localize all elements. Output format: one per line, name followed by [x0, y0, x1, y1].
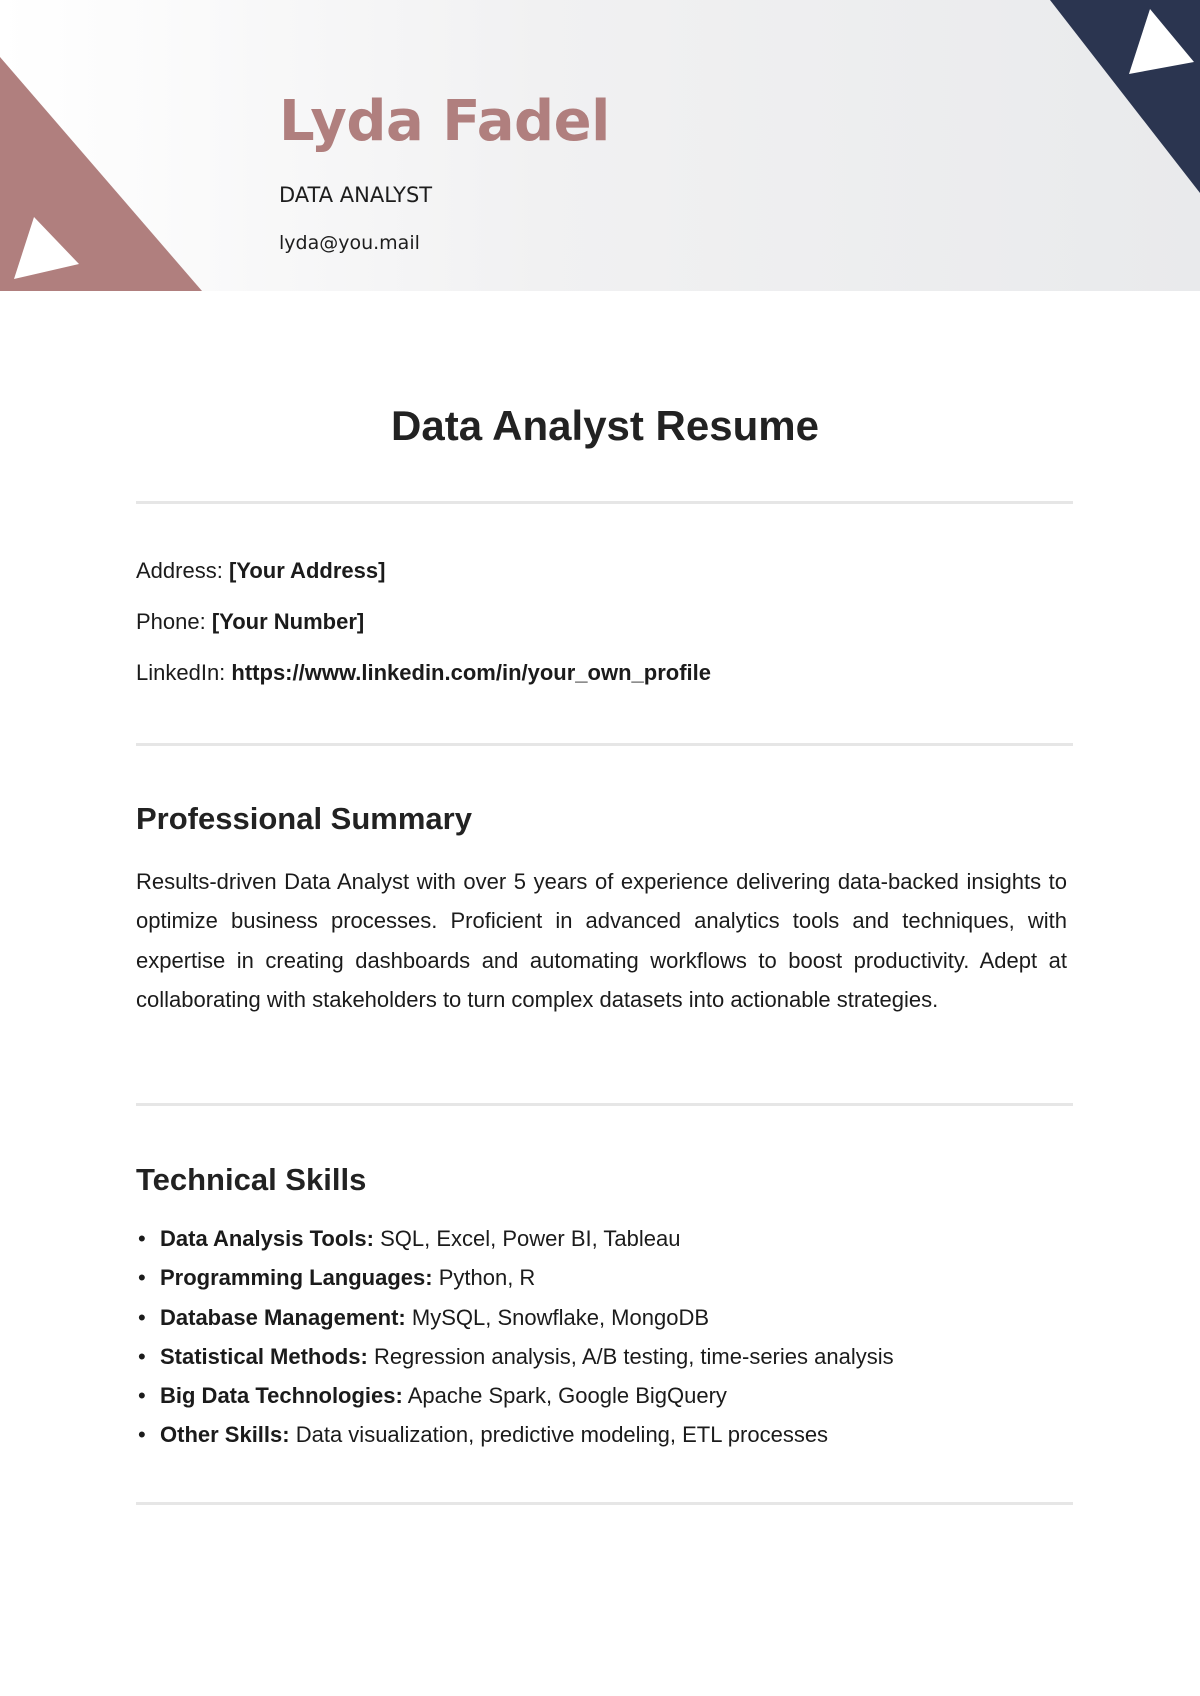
- bullet: •: [138, 1265, 146, 1291]
- skill-item: [138, 1224, 894, 1263]
- contact-value: [Your Address]: [228, 558, 386, 583]
- candidate-name: Lyda Fadel: [279, 89, 610, 154]
- skill-category: Programming Languages:: [160, 1265, 433, 1291]
- skill-values: SQL, Excel, Power BI, Tableau: [380, 1226, 681, 1251]
- summary-text: Results-driven Data Analyst with over 5 years of experience delivering data-backed insights to optimize business processes. Proficient in advanced analytics tools and techniques, with expertise in creating dashboards and automating workflows to boost productivity. Adept at collaborating with stakeholders to turn complex datasets into actionable strategies.: [136, 869, 1067, 1012]
- email-address[interactable]: lyda@you.mail: [279, 232, 420, 254]
- skill-category: Big Data Technologies:: [160, 1383, 403, 1409]
- contact-info: [136, 556, 711, 709]
- skill-item: [138, 1263, 894, 1302]
- divider: [136, 1103, 1073, 1106]
- contact-address: [136, 556, 711, 607]
- divider: [136, 743, 1073, 746]
- resume-header: [0, 0, 1200, 291]
- contact-label: Address:: [136, 558, 223, 583]
- skill-item: [138, 1303, 894, 1342]
- contact-label: LinkedIn:: [136, 660, 226, 685]
- contact-linkedin: [136, 658, 711, 709]
- skill-values: MySQL, Snowflake, MongoDB: [411, 1304, 710, 1330]
- divider: [136, 1502, 1073, 1505]
- bullet: •: [138, 1383, 146, 1409]
- job-role: DATA ANALYST: [279, 183, 433, 207]
- linkedin-link[interactable]: https://www.linkedin.com/in/your_own_profile: [231, 660, 711, 685]
- bullet: •: [138, 1226, 146, 1251]
- skills-list: [138, 1224, 894, 1460]
- divider: [136, 501, 1073, 504]
- skill-item: [138, 1420, 894, 1459]
- navy-triangle-decoration: [1050, 0, 1200, 193]
- skill-values: Data visualization, predictive modeling, ETL processes: [295, 1422, 829, 1448]
- skill-values: Regression analysis, A/B testing, time-series analysis: [373, 1343, 894, 1369]
- contact-label: Phone:: [136, 609, 206, 634]
- contact-phone: [136, 607, 711, 658]
- skill-category: Other Skills:: [160, 1422, 290, 1448]
- bullet: •: [138, 1304, 146, 1330]
- document-title: Data Analyst Resume: [391, 402, 819, 449]
- contact-value: [Your Number]: [211, 609, 365, 634]
- bullet: •: [138, 1422, 146, 1448]
- skill-category: Data Analysis Tools:: [160, 1226, 374, 1251]
- skill-category: Database Management:: [160, 1304, 406, 1330]
- skill-item: [138, 1381, 894, 1420]
- bullet: •: [138, 1343, 146, 1369]
- skill-values: Python, R: [438, 1265, 536, 1291]
- skill-values: Apache Spark, Google BigQuery: [407, 1383, 727, 1409]
- summary-heading: Professional Summary: [136, 801, 472, 836]
- skills-heading: Technical Skills: [136, 1162, 367, 1197]
- skill-category: Statistical Methods:: [160, 1343, 368, 1369]
- skill-item: [138, 1342, 894, 1381]
